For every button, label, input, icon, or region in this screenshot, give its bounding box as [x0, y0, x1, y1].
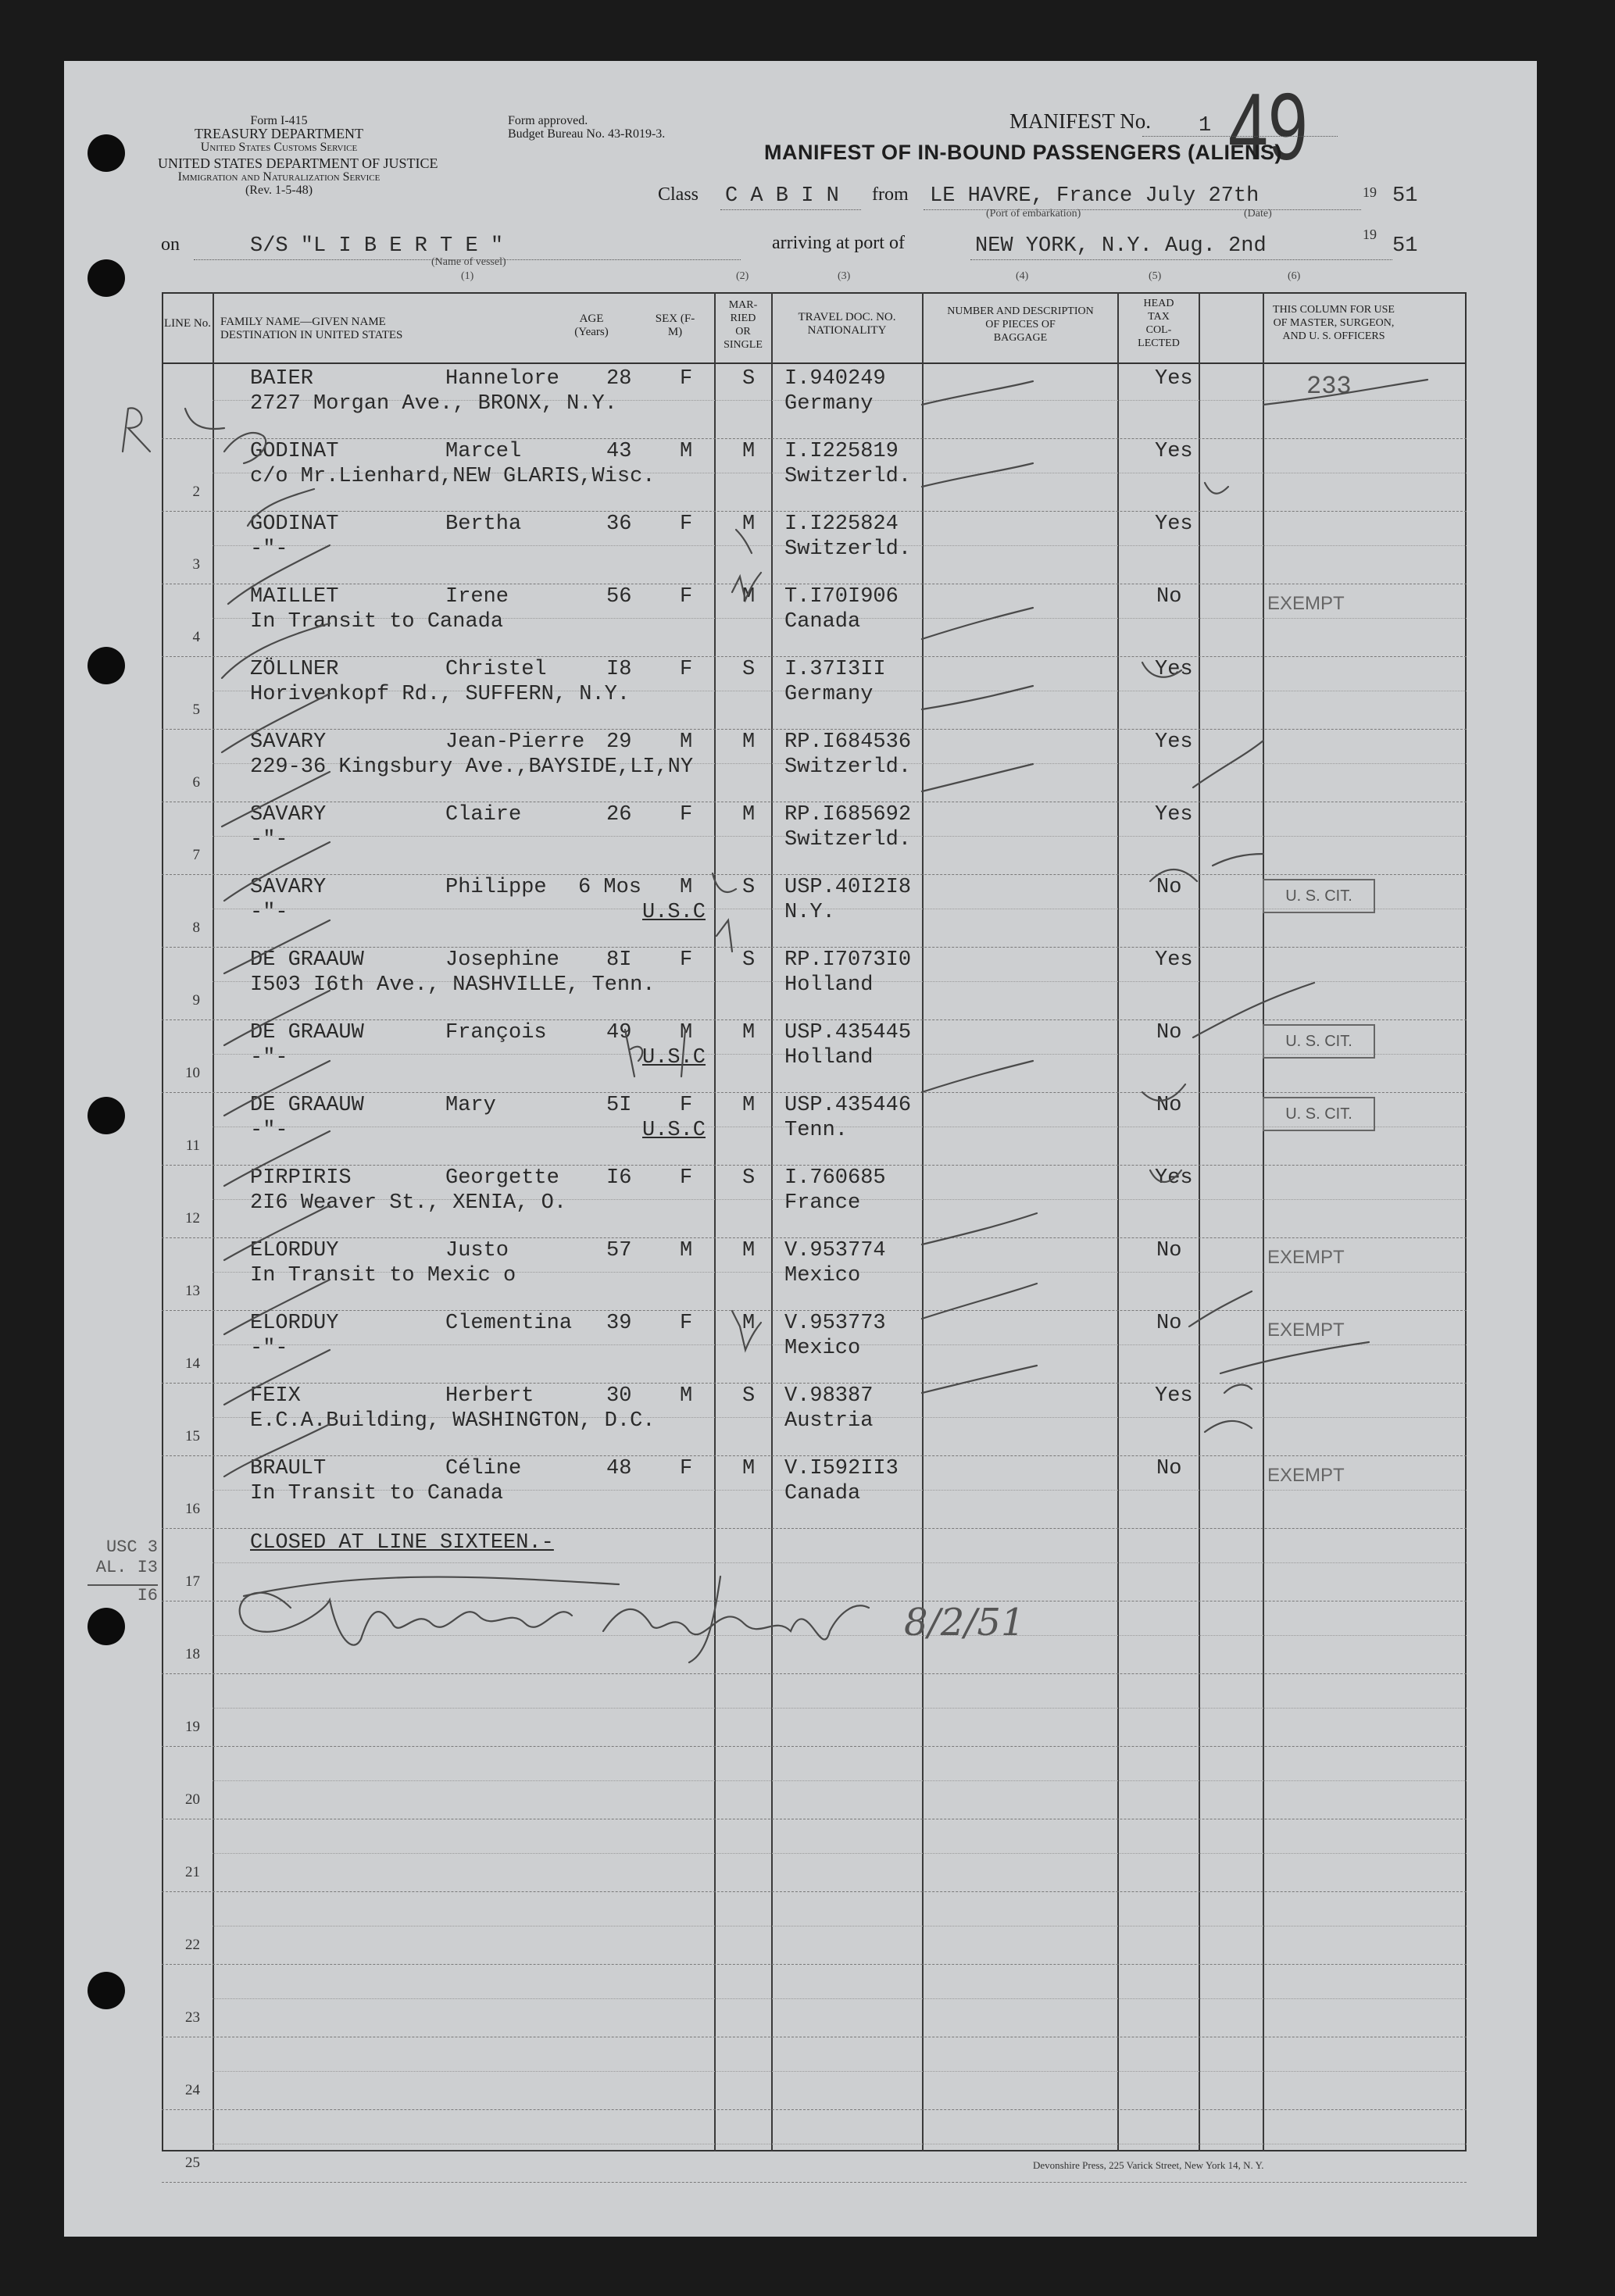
row-rule: [162, 1383, 1467, 1384]
port-embarkation-caption: (Port of embarkation): [986, 208, 1081, 220]
nationality: Switzerld.: [784, 465, 912, 488]
line-number: 24: [185, 2082, 200, 2098]
row-rule: [213, 1780, 1467, 1781]
head-tax: No: [1156, 1094, 1182, 1117]
nationality: Holland: [784, 973, 874, 997]
row-rule: [162, 1165, 1467, 1166]
age: 39: [606, 1312, 632, 1335]
line-number: 5: [192, 702, 200, 718]
sex: F: [680, 1166, 693, 1190]
destination: 2727 Morgan Ave., BRONX, N.Y.: [250, 392, 617, 416]
marital-status: S: [742, 367, 756, 391]
vessel-value: S/S "L I B E R T E ": [250, 234, 504, 258]
destination: -"-: [250, 828, 288, 852]
manifest-title: MANIFEST OF IN-BOUND PASSENGERS (ALIENS): [764, 141, 1283, 164]
family-name: FEIX: [250, 1384, 301, 1408]
line-number: 6: [192, 774, 200, 791]
row-rule: [162, 1891, 1467, 1892]
line-number: 21: [185, 1864, 200, 1880]
head-tax: No: [1156, 1457, 1182, 1480]
sex: F: [680, 658, 693, 681]
age: 49: [606, 1021, 632, 1044]
nationality: Mexico: [784, 1264, 861, 1287]
family-name: BRAULT: [250, 1457, 327, 1480]
sex: M: [680, 1021, 693, 1044]
line-number: 4: [192, 629, 200, 645]
family-name: PIRPIRIS: [250, 1166, 352, 1190]
treasury-department: TREASURY DEPARTMENT: [194, 126, 364, 141]
class-value: C A B I N: [725, 184, 839, 208]
line-number: 12: [185, 1210, 200, 1227]
marital-status: M: [742, 440, 756, 463]
year-prefix-1: 19: [1363, 184, 1377, 200]
col-number-6: (6): [1288, 270, 1301, 282]
nationality: Canada: [784, 1482, 861, 1505]
row-rule: [162, 1019, 1467, 1020]
nationality: Switzerld.: [784, 828, 912, 852]
row-rule: [162, 656, 1467, 657]
us-citizen-stamp: U. S. CIT.: [1263, 1097, 1375, 1131]
head-tax: Yes: [1155, 1384, 1193, 1408]
class-line: [720, 209, 861, 210]
manifest-no-label: MANIFEST No.: [1009, 109, 1152, 133]
col-divider: [1199, 292, 1200, 2151]
marital-status: S: [742, 1384, 756, 1408]
age: 36: [606, 512, 632, 536]
row-rule: [162, 2182, 1467, 2183]
row-rule: [162, 1092, 1467, 1093]
age: 26: [606, 803, 632, 827]
given-name: Georgette: [445, 1166, 559, 1190]
given-name: Claire: [445, 803, 522, 827]
nationality: Holland: [784, 1046, 874, 1069]
nationality: Germany: [784, 683, 874, 706]
nationality: N.Y.: [784, 901, 835, 924]
header-bottom-line: [162, 362, 1467, 364]
col-divider: [213, 292, 214, 2151]
nationality: Germany: [784, 392, 874, 416]
given-name: Justo: [445, 1239, 509, 1262]
row-rule: [162, 438, 1467, 439]
age: 8I: [606, 948, 632, 972]
col-header-married: MAR- RIED OR SINGLE: [724, 299, 763, 351]
usc-marker: U.S.C: [642, 1119, 706, 1142]
age: 29: [606, 730, 632, 754]
destination: -"-: [250, 1119, 288, 1142]
age: 5I: [606, 1094, 632, 1117]
destination: 2I6 Weaver St., XENIA, O.: [250, 1191, 567, 1215]
col-number-4: (4): [1016, 270, 1029, 282]
destination: In Transit to Canada: [250, 1482, 504, 1505]
given-name: Herbert: [445, 1384, 534, 1408]
row-rule: [162, 1964, 1467, 1965]
destination: -"-: [250, 1046, 288, 1069]
sex: F: [680, 1312, 693, 1335]
line-number: 14: [185, 1355, 200, 1372]
usc-marker: U.S.C: [642, 901, 706, 924]
form-approval: [508, 114, 665, 141]
line-number: 15: [185, 1428, 200, 1444]
given-name: Philippe: [445, 876, 547, 899]
col-divider: [1117, 292, 1119, 2151]
travel-doc-no: I.I225824: [784, 512, 899, 536]
travel-doc-no: I.760685: [784, 1166, 886, 1190]
given-name: Bertha: [445, 512, 522, 536]
family-name: DE GRAAUW: [250, 1094, 364, 1117]
col-header-officers: THIS COLUMN FOR USE OF MASTER, SURGEON, AND U. S. OFFICERS: [1273, 304, 1395, 342]
head-tax: No: [1156, 1239, 1182, 1262]
on-label: on: [161, 234, 180, 255]
customs-service: United States Customs Service: [200, 141, 358, 154]
marital-status: M: [742, 512, 756, 536]
arriving-value: NEW YORK, N.Y. Aug. 2nd: [975, 234, 1267, 258]
given-name: Clementina: [445, 1312, 573, 1335]
marital-status: S: [742, 876, 756, 899]
row-rule: [213, 1998, 1467, 1999]
col-number-3: (3): [838, 270, 851, 282]
marital-status: M: [742, 1094, 756, 1117]
marital-status: S: [742, 658, 756, 681]
vessel-caption: (Name of vessel): [431, 256, 506, 268]
date-caption: (Date): [1244, 208, 1272, 220]
line-number: 25: [185, 2155, 200, 2171]
line-number: 10: [185, 1065, 200, 1081]
family-name: ZÖLLNER: [250, 658, 339, 681]
col-divider: [771, 292, 773, 2151]
nationality: Switzerld.: [784, 755, 912, 779]
nationality: France: [784, 1191, 861, 1215]
nationality: Mexico: [784, 1337, 861, 1360]
age: 57: [606, 1239, 632, 1262]
signature-date: 8/2/51: [904, 1601, 1025, 1644]
col-divider: [1263, 292, 1264, 2151]
head-tax: No: [1156, 1021, 1182, 1044]
sex: F: [680, 585, 693, 609]
line-number: 19: [185, 1719, 200, 1735]
travel-doc-no: USP.435445: [784, 1021, 912, 1044]
given-name: Irene: [445, 585, 509, 609]
line-number: 17: [185, 1573, 200, 1590]
family-name: SAVARY: [250, 730, 327, 754]
row-rule: [213, 1853, 1467, 1854]
head-tax: Yes: [1155, 367, 1193, 391]
line-number: 22: [185, 1937, 200, 1953]
col-header-line: LINE No.: [164, 317, 211, 330]
destination: Horivenkopf Rd., SUFFERN, N.Y.: [250, 683, 631, 706]
given-name: François: [445, 1021, 547, 1044]
row-rule: [162, 1237, 1467, 1238]
officer-number-stamp: 233: [1306, 372, 1352, 401]
nationality: Austria: [784, 1409, 874, 1433]
exempt-stamp: EXEMPT: [1267, 1247, 1345, 1268]
printer-footer: Devonshire Press, 225 Varick Street, New York 14, N. Y.: [1033, 2159, 1264, 2171]
line-number: 8: [192, 919, 200, 936]
col-header-age: AGE (Years): [574, 312, 609, 338]
destination: 229-36 Kingsbury Ave.,BAYSIDE,LI,NY: [250, 755, 694, 779]
immigration-service: Immigration and Naturalization Service: [177, 170, 381, 184]
sex: F: [680, 512, 693, 536]
sex: F: [680, 948, 693, 972]
sex: M: [680, 730, 693, 754]
line-number: 9: [192, 992, 200, 1009]
given-name: Josephine: [445, 948, 559, 972]
travel-doc-no: RP.I684536: [784, 730, 912, 754]
year-2: 51: [1392, 234, 1418, 258]
exempt-stamp: EXEMPT: [1267, 1319, 1345, 1341]
destination: c/o Mr.Lienhard,NEW GLARIS,Wisc.: [250, 465, 656, 488]
usc-marker: U.S.C: [642, 1046, 706, 1069]
row-rule: [213, 1708, 1467, 1709]
travel-doc-no: RP.I7073I0: [784, 948, 912, 972]
margin-tally: [88, 1537, 158, 1606]
head-tax: Yes: [1155, 730, 1193, 754]
family-name: SAVARY: [250, 803, 327, 827]
from-label: from: [872, 184, 909, 205]
binder-hole: [88, 1608, 125, 1645]
justice-department: UNITED STATES DEPARTMENT OF JUSTICE: [158, 155, 438, 171]
col-header-travel: TRAVEL DOC. NO. NATIONALITY: [798, 311, 896, 337]
budget-bureau: Budget Bureau No. 43-R019-3.: [508, 127, 666, 141]
tally-usc: USC 3: [105, 1537, 158, 1557]
marital-status: M: [742, 730, 756, 754]
travel-doc-no: V.98387: [784, 1384, 874, 1408]
sex: M: [680, 1384, 693, 1408]
closed-at-line-text: CLOSED AT LINE SIXTEEN.-: [250, 1531, 554, 1555]
given-name: Christel: [445, 658, 547, 681]
marital-status: M: [742, 585, 756, 609]
sex: M: [680, 876, 693, 899]
year-prefix-2: 19: [1363, 227, 1377, 242]
age: I8: [606, 658, 632, 681]
family-name: ELORDUY: [250, 1239, 339, 1262]
destination: -"-: [250, 1337, 288, 1360]
marital-status: M: [742, 1457, 756, 1480]
form-number: Form I-415: [250, 114, 308, 127]
age: 6 Mos: [578, 876, 642, 899]
given-name: Céline: [445, 1457, 522, 1480]
col-number-2: (2): [736, 270, 749, 282]
marital-status: S: [742, 948, 756, 972]
destination: -"-: [250, 537, 288, 561]
line-number: 2: [192, 484, 200, 500]
tally-aliens: AL. I3: [95, 1558, 158, 1577]
family-name: GODINAT: [250, 512, 339, 536]
travel-doc-no: RP.I685692: [784, 803, 912, 827]
line-number: 20: [185, 1791, 200, 1808]
form-approved: Form approved.: [508, 114, 588, 127]
head-tax: No: [1156, 1312, 1182, 1335]
row-rule: [162, 511, 1467, 512]
head-tax: Yes: [1155, 1166, 1193, 1190]
age: 43: [606, 440, 632, 463]
row-rule: [162, 1746, 1467, 1747]
destination: -"-: [250, 901, 288, 924]
travel-doc-no: V.953774: [784, 1239, 886, 1262]
given-name: Mary: [445, 1094, 496, 1117]
travel-doc-no: V.I592II3: [784, 1457, 899, 1480]
head-tax: Yes: [1155, 440, 1193, 463]
form-revision: (Rev. 1-5-48): [245, 184, 313, 197]
destination: E.C.A.Building, WASHINGTON, D.C.: [250, 1409, 656, 1433]
sex: F: [680, 1094, 693, 1117]
destination: In Transit to Mexic o: [250, 1264, 516, 1287]
given-name: Marcel: [445, 440, 522, 463]
binder-hole: [88, 259, 125, 297]
family-name: ELORDUY: [250, 1312, 339, 1335]
exempt-stamp: EXEMPT: [1267, 1465, 1345, 1486]
marital-status: M: [742, 1021, 756, 1044]
form-department-block: [158, 114, 438, 197]
col-header-baggage: NUMBER AND DESCRIPTION OF PIECES OF BAGGAGE: [947, 305, 1094, 344]
line-number: 13: [185, 1283, 200, 1299]
travel-doc-no: I.940249: [784, 367, 886, 391]
nationality: Switzerld.: [784, 537, 912, 561]
head-tax: No: [1156, 585, 1182, 609]
row-rule: [162, 729, 1467, 730]
marital-status: M: [742, 1312, 756, 1335]
col-header-name: FAMILY NAME—GIVEN NAME DESTINATION IN UNITED STATES: [220, 316, 403, 341]
manifest-no-typed: 1: [1199, 114, 1212, 137]
head-tax: Yes: [1155, 803, 1193, 827]
travel-doc-no: T.I70I906: [784, 585, 899, 609]
sex: F: [680, 367, 693, 391]
manifest-no-stamp: 49: [1228, 73, 1308, 180]
destination: I503 I6th Ave., NASHVILLE, Tenn.: [250, 973, 656, 997]
travel-doc-no: USP.435446: [784, 1094, 912, 1117]
col-number-1: (1): [461, 270, 474, 282]
row-rule: [162, 1528, 1467, 1529]
row-rule: [162, 2109, 1467, 2110]
travel-doc-no: USP.40I2I8: [784, 876, 912, 899]
col-header-sex: SEX (F-M): [655, 312, 695, 338]
binder-hole: [88, 647, 125, 684]
nationality: Tenn.: [784, 1119, 849, 1142]
binder-hole: [88, 1972, 125, 2009]
line-number: 16: [185, 1501, 200, 1517]
head-tax: Yes: [1155, 658, 1193, 681]
arriving-line: [970, 259, 1392, 260]
head-tax: No: [1156, 876, 1182, 899]
line-number: 11: [185, 1137, 200, 1154]
binder-hole: [88, 134, 125, 172]
row-rule: [213, 2071, 1467, 2072]
col-header-headtax: HEAD TAX COL- LECTED: [1138, 298, 1180, 349]
family-name: MAILLET: [250, 585, 339, 609]
sex: M: [680, 440, 693, 463]
line-number: 7: [192, 847, 200, 863]
age: I6: [606, 1166, 632, 1190]
age: 30: [606, 1384, 632, 1408]
travel-doc-no: V.953773: [784, 1312, 886, 1335]
col-divider: [714, 292, 716, 2151]
given-name: Jean-Pierre: [445, 730, 585, 754]
travel-doc-no: I.37I3II: [784, 658, 886, 681]
marital-status: M: [742, 1239, 756, 1262]
family-name: DE GRAAUW: [250, 1021, 364, 1044]
manifest-table: [162, 292, 1467, 2151]
nationality: Canada: [784, 610, 861, 634]
line-number: 18: [185, 1646, 200, 1662]
row-rule: [162, 1455, 1467, 1456]
age: 56: [606, 585, 632, 609]
manifest-page: [64, 61, 1537, 2237]
destination: In Transit to Canada: [250, 610, 504, 634]
tally-total: I6: [88, 1584, 158, 1606]
arriving-label: arriving at port of: [772, 233, 905, 253]
family-name: BAIER: [250, 367, 314, 391]
sex: F: [680, 803, 693, 827]
age: 48: [606, 1457, 632, 1480]
row-rule: [162, 1673, 1467, 1674]
family-name: DE GRAAUW: [250, 948, 364, 972]
us-citizen-stamp: U. S. CIT.: [1263, 1024, 1375, 1059]
age: 28: [606, 367, 632, 391]
family-name: SAVARY: [250, 876, 327, 899]
binder-hole: [88, 1097, 125, 1134]
head-tax: Yes: [1155, 512, 1193, 536]
line-number: 23: [185, 2009, 200, 2026]
col-divider: [922, 292, 924, 2151]
from-value: LE HAVRE, France July 27th: [930, 184, 1259, 208]
manifest-no-line: [1142, 136, 1338, 137]
exempt-stamp: EXEMPT: [1267, 593, 1345, 614]
marital-status: S: [742, 1166, 756, 1190]
given-name: Hannelore: [445, 367, 559, 391]
marital-status: M: [742, 803, 756, 827]
year-1: 51: [1392, 184, 1418, 208]
sex: M: [680, 1239, 693, 1262]
sex: F: [680, 1457, 693, 1480]
family-name: GODINAT: [250, 440, 339, 463]
head-tax: Yes: [1155, 948, 1193, 972]
class-label: Class: [658, 184, 699, 205]
line-number: 3: [192, 556, 200, 573]
row-rule: [162, 874, 1467, 875]
col-number-5: (5): [1149, 270, 1162, 282]
inspector-signature: [213, 1553, 1033, 1670]
us-citizen-stamp: U. S. CIT.: [1263, 879, 1375, 913]
travel-doc-no: I.I225819: [784, 440, 899, 463]
row-rule: [162, 947, 1467, 948]
row-rule: [162, 1310, 1467, 1311]
